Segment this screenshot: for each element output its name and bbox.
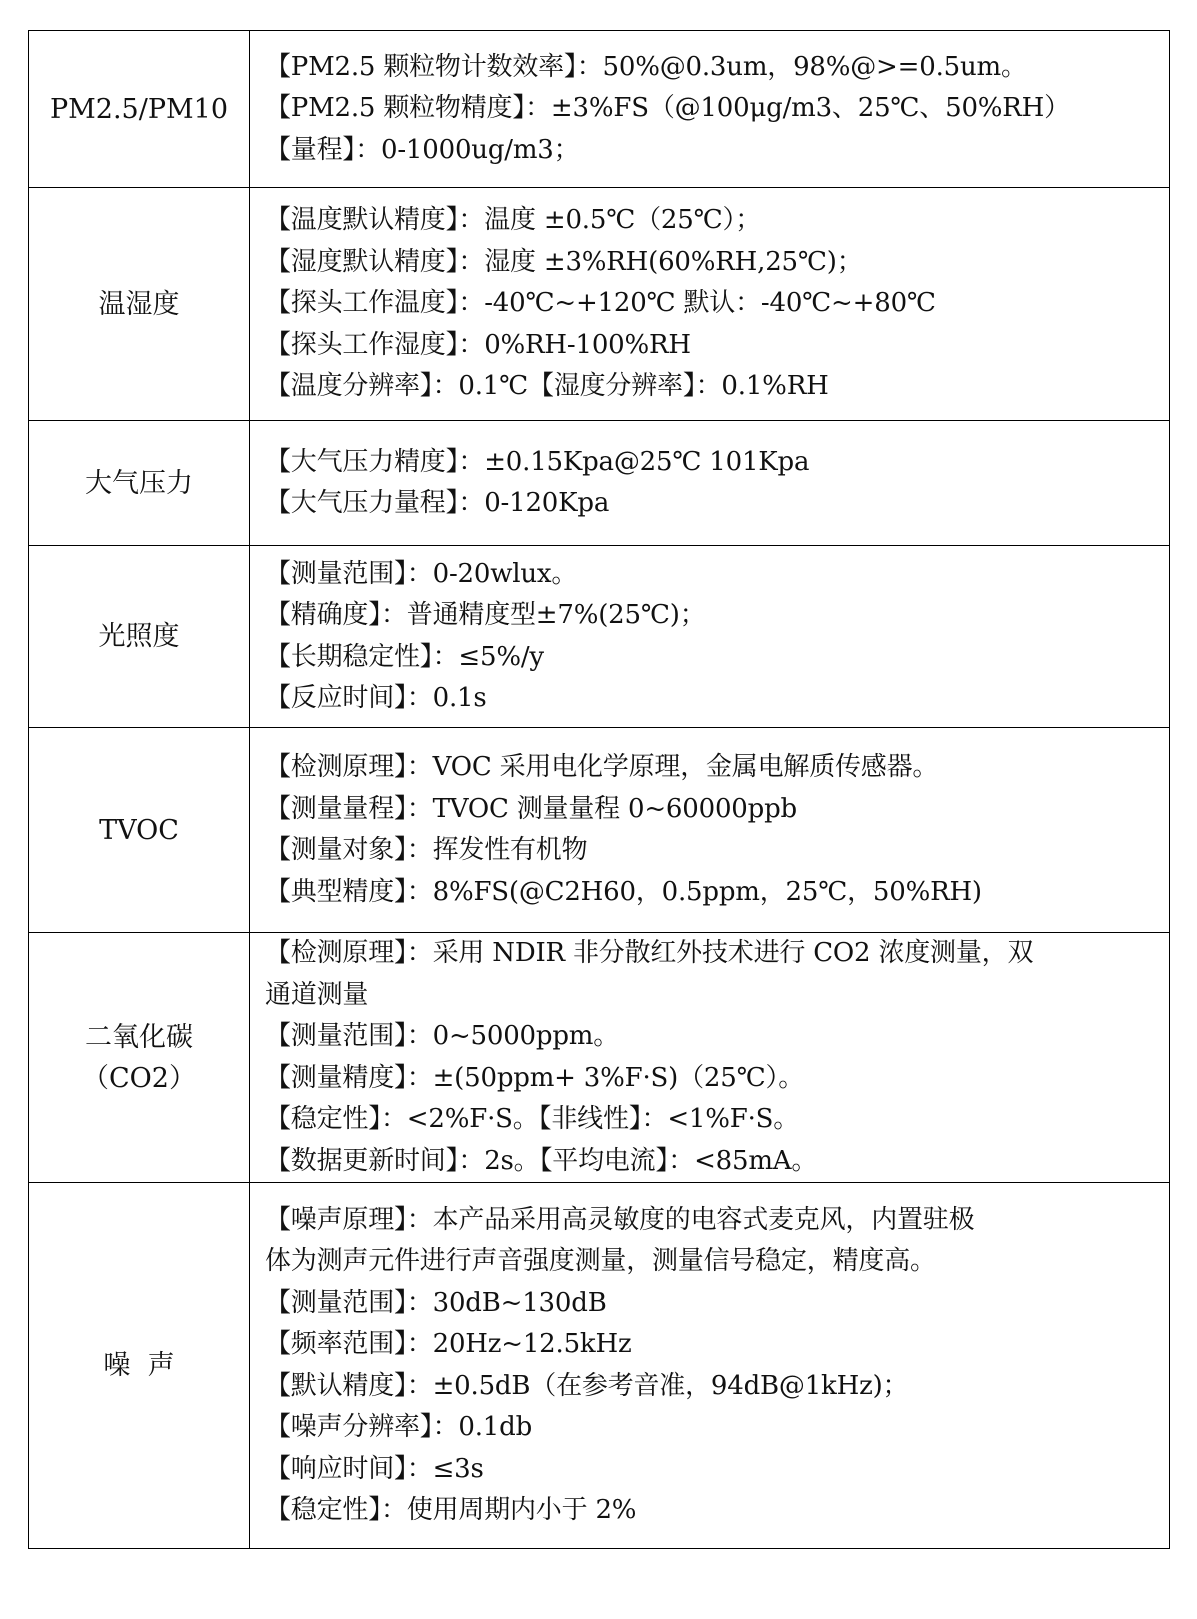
spec-line: 【测量范围】：0-20wlux。 — [265, 558, 578, 589]
row-label-text: 大气压力 — [85, 467, 193, 499]
spec-line: 【大气压力量程】：0-120Kpa — [265, 488, 610, 518]
table-row — [29, 933, 1170, 1183]
row-label-text: 二氧化碳 — [85, 1021, 193, 1053]
spec-line: 【量程】：0-1000ug/m3； — [265, 134, 580, 165]
row-label — [29, 1183, 250, 1549]
spec-line: 【反应时间】：0.1s — [265, 683, 487, 713]
table-row — [29, 1183, 1170, 1549]
row-label — [29, 31, 250, 188]
table-row — [29, 728, 1170, 933]
spec-line: 【大气压力精度】：±0.15Kpa@25℃ 101Kpa — [265, 446, 810, 477]
spec-line: 【检测原理】：采用 NDIR 非分散红外技术进行 CO2 浓度测量，双 — [265, 938, 1034, 968]
spec-line: 【典型精度】：8%FS(@C2H60，0.5ppm，25℃，50%RH) — [265, 876, 982, 907]
spec-line: 【默认精度】：±0.5dB（在参考音准，94dB@1kHz)； — [265, 1370, 909, 1401]
spec-line: 【测量精度】：±(50ppm+ 3%F·S)（25℃）。 — [265, 1062, 805, 1093]
spec-line: 【数据更新时间】：2s。【平均电流】：<85mA。 — [265, 1145, 818, 1176]
table-row — [29, 421, 1170, 546]
spec-line: 【稳定性】：使用周期内小于 2% — [265, 1495, 637, 1525]
row-label — [29, 188, 250, 421]
spec-line: 【测量对象】：挥发性有机物 — [265, 835, 588, 865]
spec-line: 【温度默认精度】：温度 ±0.5℃（25℃）； — [265, 205, 762, 236]
row-label-text: PM2.5/PM10 — [49, 93, 229, 125]
row-label-text: 温湿度 — [98, 288, 180, 320]
table-row — [29, 188, 1170, 421]
row-label-text: 光照度 — [98, 621, 180, 652]
spec-line: 【检测原理】：VOC 采用电化学原理，金属电解质传感器。 — [265, 752, 939, 782]
spec-line: 【探头工作湿度】：0%RH-100%RH — [265, 329, 691, 360]
row-description — [250, 31, 1170, 188]
spec-table — [28, 30, 1170, 1549]
row-label — [29, 933, 250, 1183]
spec-line: 【测量量程】：TVOC 测量量程 0~60000ppb — [265, 793, 797, 824]
spec-line: 【稳定性】：<2%F·S。【非线性】：<1%F·S。 — [265, 1104, 800, 1134]
spec-line: 【噪声分辨率】：0.1db — [265, 1412, 533, 1442]
spec-line: 【长期稳定性】：≤5%/y — [265, 641, 544, 672]
spec-line: 体为测声元件进行声音强度测量，测量信号稳定，精度高。 — [265, 1246, 936, 1276]
row-label-text: 噪 声 — [103, 1350, 175, 1381]
row-label — [29, 728, 250, 933]
spec-line: 【精确度】：普通精度型±7%(25℃)； — [265, 600, 706, 630]
row-description — [250, 421, 1170, 546]
spec-line: 【湿度默认精度】：湿度 ±3%RH(60%RH,25℃)； — [265, 246, 863, 277]
spec-line: 【PM2.5 颗粒物计数效率】：50%@0.3um，98%@>=0.5um。 — [265, 51, 1027, 82]
row-description — [250, 188, 1170, 421]
spec-line: 【测量范围】：0~5000ppm。 — [265, 1021, 620, 1051]
spec-line: 【测量范围】：30dB~130dB — [265, 1287, 607, 1318]
spec-line: 【温度分辨率】：0.1℃【湿度分辨率】：0.1%RH — [265, 371, 829, 402]
spec-line: 【响应时间】：≤3s — [265, 1453, 484, 1484]
spec-line: 【探头工作温度】：-40℃~+120℃ 默认：-40℃~+80℃ — [265, 288, 936, 319]
row-description — [250, 933, 1170, 1183]
table-row — [29, 546, 1170, 728]
row-description — [250, 1183, 1170, 1549]
spec-line: 【频率范围】：20Hz~12.5kHz — [265, 1329, 632, 1359]
row-label — [29, 421, 250, 546]
row-description — [250, 546, 1170, 728]
row-label — [29, 546, 250, 728]
row-description — [250, 728, 1170, 933]
row-label-text: （CO2） — [82, 1062, 196, 1094]
row-label-text: TVOC — [99, 814, 179, 846]
table-row — [29, 31, 1170, 188]
spec-line: 通道测量 — [265, 979, 369, 1010]
spec-line: 【PM2.5 颗粒物精度】：±3%FS（@100μg/m3、25℃、50%RH） — [265, 93, 1070, 124]
spec-line: 【噪声原理】：本产品采用高灵敏度的电容式麦克风，内置驻极 — [265, 1204, 975, 1235]
